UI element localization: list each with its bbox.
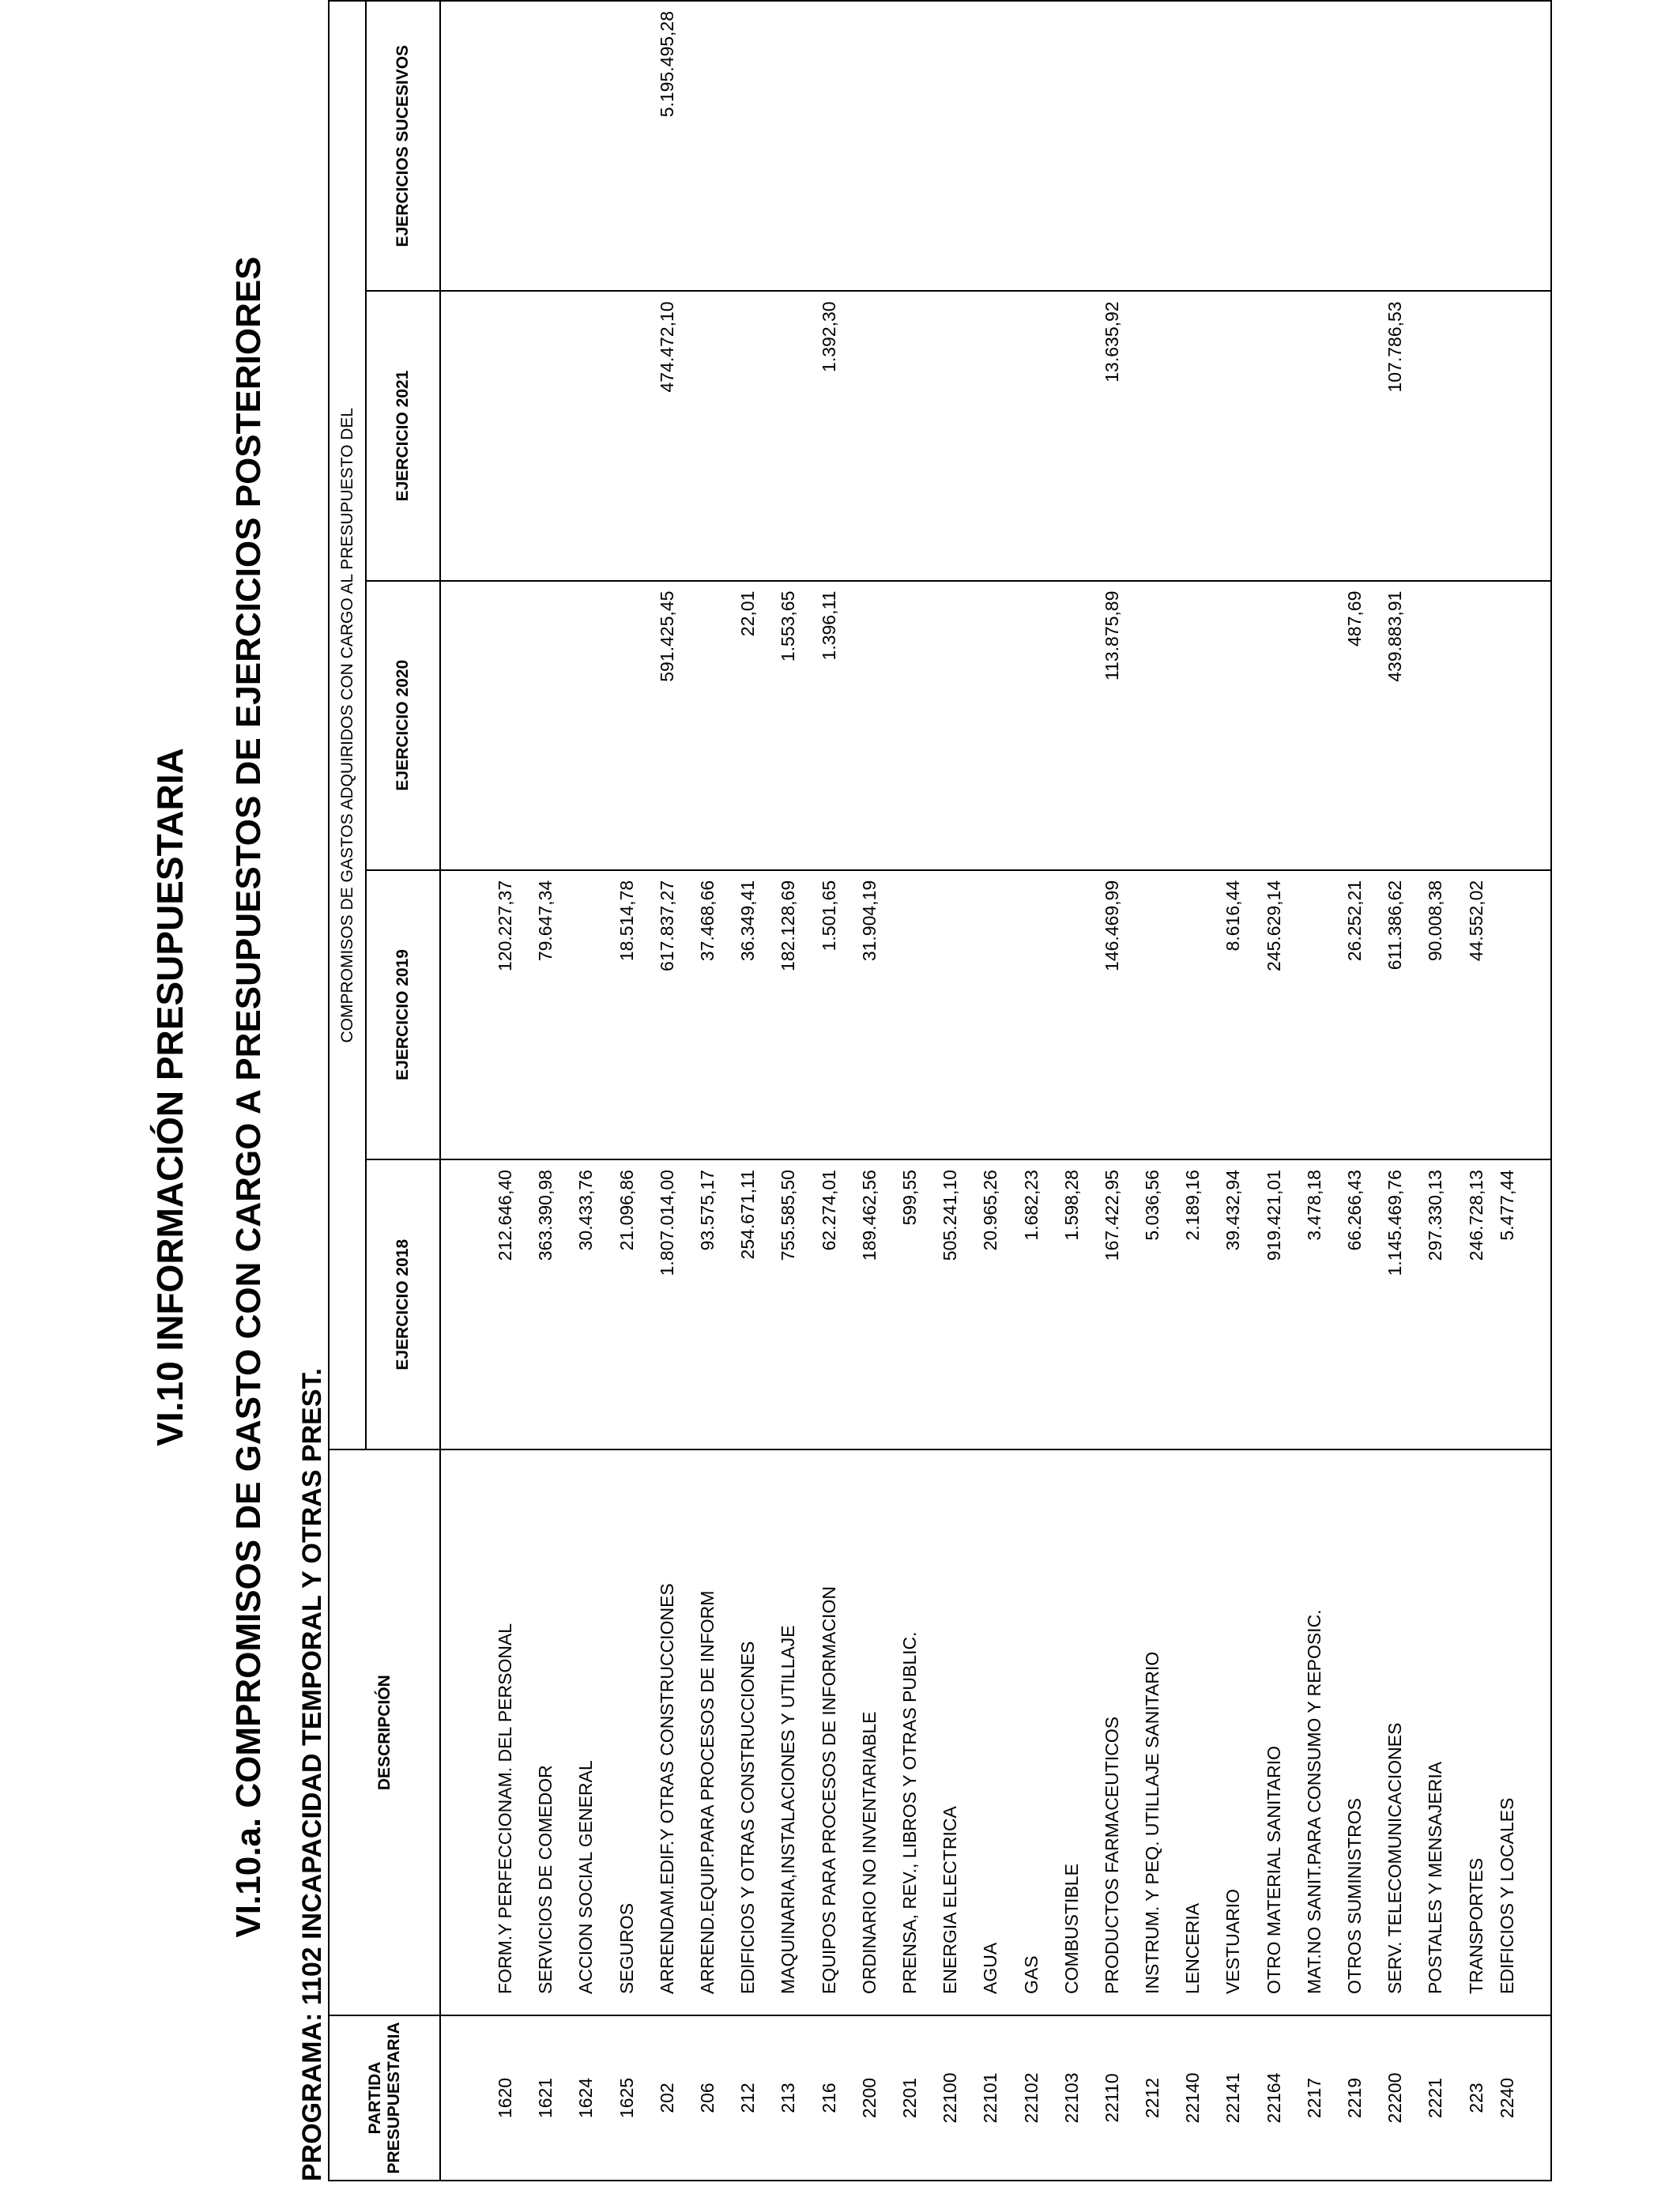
partida-cell: 1625 <box>607 2015 647 2181</box>
ejercicio-2020-cell: 591.425,45 <box>647 581 687 870</box>
ejercicios-sucesivos-cell <box>809 1 849 291</box>
partida-cell: 2221 <box>1415 2015 1456 2181</box>
header-ejercicio-2018: EJERCICIO 2018 <box>366 1159 440 1449</box>
descripcion-cell: PRODUCTOS FARMACEUTICOS <box>1092 1449 1132 2015</box>
ejercicio-2019-cell: 617.837,27 <box>647 870 687 1159</box>
ejercicios-sucesivos-cell <box>607 1 647 291</box>
descripcion-cell: LENCERIA <box>1173 1449 1213 2015</box>
ejercicio-2018-cell: 5.477,44 <box>1497 1159 1551 1449</box>
table-row <box>890 1 930 2181</box>
ejercicio-2020-cell <box>607 581 647 870</box>
ejercicios-sucesivos-cell <box>525 1 566 291</box>
ejercicios-sucesivos-cell <box>1415 1 1456 291</box>
partida-cell: 206 <box>687 2015 728 2181</box>
ejercicio-2021-cell <box>1456 291 1497 580</box>
ejercicios-sucesivos-cell <box>768 1 808 291</box>
ejercicio-2021-cell: 13.635,92 <box>1092 291 1132 580</box>
header-partida: PARTIDA PRESUPUESTARIA <box>329 2015 440 2181</box>
partida-cell: 22102 <box>1011 2015 1051 2181</box>
ejercicio-2020-cell <box>849 581 890 870</box>
ejercicio-2019-cell: 245.629,14 <box>1254 870 1294 1159</box>
ejercicios-sucesivos-cell <box>440 1 525 291</box>
ejercicio-2020-cell <box>1254 581 1294 870</box>
ejercicios-sucesivos-cell <box>1456 1 1497 291</box>
ejercicio-2020-cell <box>440 581 525 870</box>
ejercicio-2018-cell: 20.965,26 <box>970 1159 1011 1449</box>
ejercicio-2019-cell: 31.904,19 <box>849 870 890 1159</box>
ejercicio-2019-cell: 44.552,02 <box>1456 870 1497 1159</box>
ejercicio-2018-cell: 167.422,95 <box>1092 1159 1132 1449</box>
descripcion-cell: EDIFICIOS Y OTRAS CONSTRUCCIONES <box>728 1449 768 2015</box>
ejercicios-sucesivos-cell <box>566 1 606 291</box>
ejercicio-2021-cell <box>687 291 728 580</box>
ejercicio-2018-cell: 1.145.469,76 <box>1375 1159 1415 1449</box>
table-row <box>809 1 849 2181</box>
header-descripcion: DESCRIPCIÓN <box>329 1449 440 2015</box>
ejercicio-2020-cell <box>566 581 606 870</box>
ejercicio-2020-cell: 1.553,65 <box>768 581 808 870</box>
ejercicio-2019-cell: 26.252,21 <box>1335 870 1375 1159</box>
partida-cell: 2219 <box>1335 2015 1375 2181</box>
ejercicio-2021-cell <box>1052 291 1092 580</box>
ejercicios-sucesivos-cell <box>890 1 930 291</box>
ejercicios-sucesivos-cell <box>1335 1 1375 291</box>
descripcion-cell: MAT.NO SANIT.PARA CONSUMO Y REPOSIC. <box>1294 1449 1335 2015</box>
commitments-table <box>328 0 1552 2181</box>
ejercicios-sucesivos-cell <box>1011 1 1051 291</box>
descripcion-cell: PRENSA, REV., LIBROS Y OTRAS PUBLIC. <box>890 1449 930 2015</box>
descripcion-cell: ENERGIA ELECTRICA <box>930 1449 970 2015</box>
descripcion-cell: SERV. TELECOMUNICACIONES <box>1375 1449 1415 2015</box>
descripcion-cell: SERVICIOS DE COMEDOR <box>525 1449 566 2015</box>
ejercicio-2021-cell <box>728 291 768 580</box>
ejercicio-2018-cell: 505.241,10 <box>930 1159 970 1449</box>
ejercicio-2020-cell <box>1497 581 1551 870</box>
ejercicio-2019-cell: 37.468,66 <box>687 870 728 1159</box>
partida-cell: 2201 <box>890 2015 930 2181</box>
ejercicio-2018-cell: 5.036,56 <box>1132 1159 1173 1449</box>
table-row <box>1375 1 1415 2181</box>
ejercicio-2019-cell <box>1052 870 1092 1159</box>
partida-cell: 223 <box>1456 2015 1497 2181</box>
ejercicio-2019-cell: 8.616,44 <box>1213 870 1253 1159</box>
partida-cell: 202 <box>647 2015 687 2181</box>
ejercicios-sucesivos-cell <box>1132 1 1173 291</box>
ejercicios-sucesivos-cell <box>1052 1 1092 291</box>
ejercicio-2019-cell: 18.514,78 <box>607 870 647 1159</box>
ejercicios-sucesivos-cell <box>1173 1 1213 291</box>
partida-cell: 2240 <box>1497 2015 1551 2181</box>
ejercicio-2020-cell <box>1132 581 1173 870</box>
ejercicio-2019-cell: 36.349,41 <box>728 870 768 1159</box>
ejercicio-2020-cell <box>687 581 728 870</box>
ejercicio-2019-cell: 182.128,69 <box>768 870 808 1159</box>
ejercicio-2019-cell <box>1497 870 1551 1159</box>
ejercicio-2019-cell: 90.008,38 <box>1415 870 1456 1159</box>
ejercicios-sucesivos-cell <box>849 1 890 291</box>
ejercicio-2019-cell <box>970 870 1011 1159</box>
ejercicio-2018-cell: 1.807.014,00 <box>647 1159 687 1449</box>
partida-cell: 216 <box>809 2015 849 2181</box>
partida-cell: 22140 <box>1173 2015 1213 2181</box>
ejercicio-2020-cell: 1.396,11 <box>809 581 849 870</box>
header-ejercicio-2019: EJERCICIO 2019 <box>366 870 440 1159</box>
partida-cell: 22141 <box>1213 2015 1253 2181</box>
ejercicio-2021-cell <box>1011 291 1051 580</box>
ejercicio-2019-cell <box>890 870 930 1159</box>
table-row <box>525 1 566 2181</box>
table-row <box>440 1 525 2181</box>
ejercicio-2018-cell: 3.478,18 <box>1294 1159 1335 1449</box>
descripcion-cell: VESTUARIO <box>1213 1449 1253 2015</box>
ejercicio-2021-cell <box>768 291 808 580</box>
ejercicios-sucesivos-cell <box>1294 1 1335 291</box>
ejercicio-2019-cell <box>1173 870 1213 1159</box>
page-subtitle: VI.10.a. COMPROMISOS DE GASTO CON CARGO A PRESUPUESTOS DE EJERCICIOS POSTERIORES <box>229 256 268 1938</box>
ejercicio-2020-cell <box>890 581 930 870</box>
ejercicio-2020-cell: 487,69 <box>1335 581 1375 870</box>
ejercicios-sucesivos-cell <box>687 1 728 291</box>
table-row <box>687 1 728 2181</box>
ejercicio-2021-cell <box>849 291 890 580</box>
table-row <box>1132 1 1173 2181</box>
table-row <box>1456 1 1497 2181</box>
table-row <box>1294 1 1335 2181</box>
ejercicio-2020-cell <box>930 581 970 870</box>
program-label: PROGRAMA: 1102 INCAPACIDAD TEMPORAL Y OTRAS PREST. <box>297 1368 327 2181</box>
descripcion-cell: MAQUINARIA,INSTALACIONES Y UTILLAJE <box>768 1449 808 2015</box>
ejercicio-2021-cell <box>970 291 1011 580</box>
ejercicio-2021-cell <box>566 291 606 580</box>
ejercicio-2019-cell: 79.647,34 <box>525 870 566 1159</box>
partida-cell: 22110 <box>1092 2015 1132 2181</box>
ejercicio-2019-cell <box>930 870 970 1159</box>
ejercicio-2020-cell <box>1213 581 1253 870</box>
ejercicio-2018-cell: 599,55 <box>890 1159 930 1449</box>
table-row <box>607 1 647 2181</box>
ejercicio-2018-cell: 30.433,76 <box>566 1159 606 1449</box>
partida-cell: 212 <box>728 2015 768 2181</box>
ejercicio-2020-cell <box>1173 581 1213 870</box>
descripcion-cell: EDIFICIOS Y LOCALES <box>1497 1449 1551 2015</box>
partida-cell: 22101 <box>970 2015 1011 2181</box>
ejercicio-2020-cell <box>1052 581 1092 870</box>
partida-cell: 213 <box>768 2015 808 2181</box>
descripcion-cell: FORM.Y PERFECCIONAM. DEL PERSONAL <box>440 1449 525 2015</box>
partida-cell: 2217 <box>1294 2015 1335 2181</box>
ejercicio-2020-cell: 439.883,91 <box>1375 581 1415 870</box>
table-row <box>647 1 687 2181</box>
descripcion-cell: COMBUSTIBLE <box>1052 1449 1092 2015</box>
ejercicios-sucesivos-cell: 5.195.495,28 <box>647 1 687 291</box>
ejercicio-2018-cell: 755.585,50 <box>768 1159 808 1449</box>
descripcion-cell: ORDINARIO NO INVENTARIABLE <box>849 1449 890 2015</box>
ejercicio-2020-cell: 22,01 <box>728 581 768 870</box>
ejercicio-2021-cell <box>930 291 970 580</box>
ejercicio-2018-cell: 1.598,28 <box>1052 1159 1092 1449</box>
descripcion-cell: POSTALES Y MENSAJERIA <box>1415 1449 1456 2015</box>
ejercicios-sucesivos-cell <box>1213 1 1253 291</box>
ejercicio-2021-cell <box>1132 291 1173 580</box>
table-row <box>849 1 890 2181</box>
ejercicio-2021-cell: 1.392,30 <box>809 291 849 580</box>
partida-cell: 22100 <box>930 2015 970 2181</box>
ejercicio-2018-cell: 21.096,86 <box>607 1159 647 1449</box>
header-ejercicio-2020: EJERCICIO 2020 <box>366 581 440 870</box>
partida-cell: 1621 <box>525 2015 566 2181</box>
partida-cell: 1620 <box>440 2015 525 2181</box>
descripcion-cell: GAS <box>1011 1449 1051 2015</box>
ejercicio-2021-cell <box>1213 291 1253 580</box>
table-row <box>1415 1 1456 2181</box>
ejercicio-2018-cell: 919.421,01 <box>1254 1159 1294 1449</box>
descripcion-cell: INSTRUM. Y PEQ. UTILLAJE SANITARIO <box>1132 1449 1173 2015</box>
page-title: VI.10 INFORMACIÓN PRESUPUESTARIA <box>149 748 190 1446</box>
ejercicios-sucesivos-cell <box>728 1 768 291</box>
ejercicio-2018-cell: 1.682,23 <box>1011 1159 1051 1449</box>
table-row <box>1254 1 1294 2181</box>
table-row <box>768 1 808 2181</box>
ejercicio-2018-cell: 66.266,43 <box>1335 1159 1375 1449</box>
ejercicio-2019-cell <box>1294 870 1335 1159</box>
table-row <box>1011 1 1051 2181</box>
ejercicio-2018-cell: 212.646,40 <box>440 1159 525 1449</box>
ejercicio-2018-cell: 363.390,98 <box>525 1159 566 1449</box>
ejercicios-sucesivos-cell <box>970 1 1011 291</box>
ejercicio-2021-cell <box>525 291 566 580</box>
ejercicio-2021-cell <box>1415 291 1456 580</box>
table-row <box>970 1 1011 2181</box>
table-row <box>566 1 606 2181</box>
partida-cell: 22164 <box>1254 2015 1294 2181</box>
ejercicio-2018-cell: 297.330,13 <box>1415 1159 1456 1449</box>
ejercicio-2020-cell <box>1456 581 1497 870</box>
partida-cell: 2212 <box>1132 2015 1173 2181</box>
ejercicio-2021-cell <box>890 291 930 580</box>
descripcion-cell: ACCION SOCIAL GENERAL <box>566 1449 606 2015</box>
partida-cell: 2200 <box>849 2015 890 2181</box>
ejercicio-2018-cell: 246.728,13 <box>1456 1159 1497 1449</box>
ejercicios-sucesivos-cell <box>1092 1 1132 291</box>
ejercicio-2021-cell: 107.786,53 <box>1375 291 1415 580</box>
ejercicios-sucesivos-cell <box>1254 1 1294 291</box>
ejercicio-2021-cell <box>1294 291 1335 580</box>
descripcion-cell: ARRENDAM.EDIF.Y OTRAS CONSTRUCCIONES <box>647 1449 687 2015</box>
descripcion-cell: OTRO MATERIAL SANITARIO <box>1254 1449 1294 2015</box>
ejercicio-2021-cell: 474.472,10 <box>647 291 687 580</box>
ejercicio-2019-cell <box>566 870 606 1159</box>
ejercicio-2020-cell <box>1011 581 1051 870</box>
ejercicio-2021-cell <box>1173 291 1213 580</box>
ejercicios-sucesivos-cell <box>1497 1 1551 291</box>
ejercicio-2019-cell: 1.501,65 <box>809 870 849 1159</box>
ejercicio-2019-cell <box>1011 870 1051 1159</box>
ejercicio-2018-cell: 62.274,01 <box>809 1159 849 1449</box>
ejercicio-2018-cell: 39.432,94 <box>1213 1159 1253 1449</box>
ejercicio-2020-cell <box>970 581 1011 870</box>
descripcion-cell: OTROS SUMINISTROS <box>1335 1449 1375 2015</box>
table-body <box>440 1 1551 2181</box>
header-group: COMPROMISOS DE GASTOS ADQUIRIDOS CON CARGO AL PRESUPUESTO DEL <box>329 1 366 1449</box>
table-row <box>728 1 768 2181</box>
ejercicio-2018-cell: 93.575,17 <box>687 1159 728 1449</box>
ejercicio-2019-cell: 611.386,62 <box>1375 870 1415 1159</box>
ejercicio-2019-cell: 120.227,37 <box>440 870 525 1159</box>
descripcion-cell: ARREND.EQUIP.PARA PROCESOS DE INFORM <box>687 1449 728 2015</box>
partida-cell: 22200 <box>1375 2015 1415 2181</box>
table-row <box>1497 1 1551 2181</box>
ejercicio-2021-cell <box>1497 291 1551 580</box>
ejercicio-2019-cell: 146.469,99 <box>1092 870 1132 1159</box>
descripcion-cell: SEGUROS <box>607 1449 647 2015</box>
partida-cell: 22103 <box>1052 2015 1092 2181</box>
descripcion-cell: AGUA <box>970 1449 1011 2015</box>
ejercicio-2018-cell: 2.189,16 <box>1173 1159 1213 1449</box>
header-ejercicio-2021: EJERCICIO 2021 <box>366 291 440 580</box>
ejercicios-sucesivos-cell <box>1375 1 1415 291</box>
ejercicio-2020-cell: 113.875,89 <box>1092 581 1132 870</box>
ejercicio-2021-cell <box>440 291 525 580</box>
ejercicio-2021-cell <box>607 291 647 580</box>
table-row <box>1052 1 1092 2181</box>
partida-cell: 1624 <box>566 2015 606 2181</box>
descripcion-cell: TRANSPORTES <box>1456 1449 1497 2015</box>
table-row <box>1173 1 1213 2181</box>
table-row <box>1092 1 1132 2181</box>
header-ejercicios-sucesivos: EJERCICIOS SUCESIVOS <box>366 1 440 291</box>
table-row <box>1213 1 1253 2181</box>
ejercicio-2019-cell <box>1132 870 1173 1159</box>
ejercicio-2020-cell <box>525 581 566 870</box>
ejercicio-2020-cell <box>1294 581 1335 870</box>
descripcion-cell: EQUIPOS PARA PROCESOS DE INFORMACION <box>809 1449 849 2015</box>
ejercicio-2021-cell <box>1254 291 1294 580</box>
ejercicio-2018-cell: 189.462,56 <box>849 1159 890 1449</box>
ejercicios-sucesivos-cell <box>930 1 970 291</box>
ejercicio-2018-cell: 254.671,11 <box>728 1159 768 1449</box>
table-row <box>1335 1 1375 2181</box>
ejercicio-2021-cell <box>1335 291 1375 580</box>
ejercicio-2020-cell <box>1415 581 1456 870</box>
table-row <box>930 1 970 2181</box>
